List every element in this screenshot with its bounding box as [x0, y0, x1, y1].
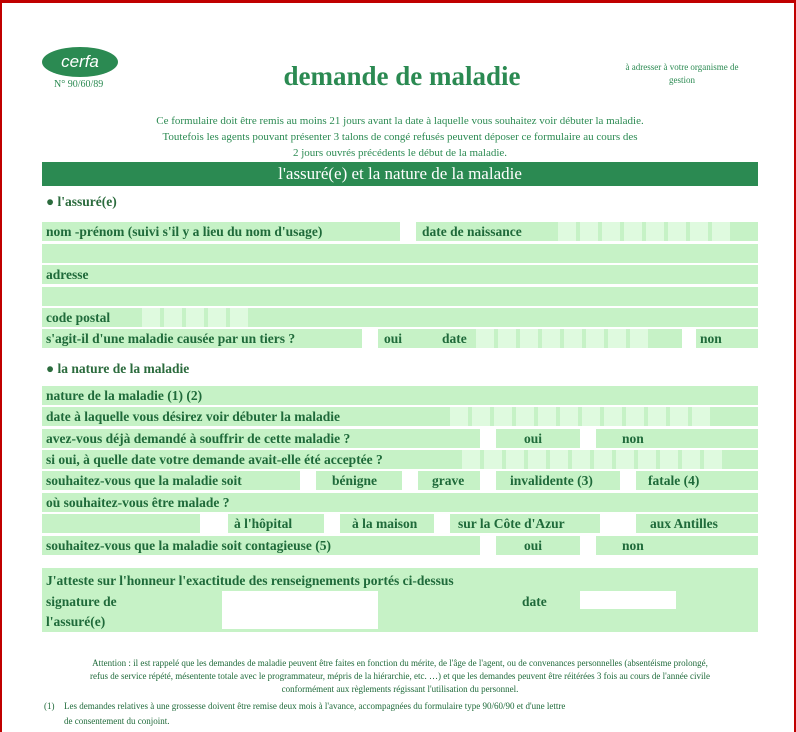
input-cell[interactable] [582, 407, 600, 426]
input-cell[interactable] [712, 222, 730, 241]
input-cell[interactable] [608, 329, 626, 348]
checkbox-fatale[interactable] [620, 471, 636, 490]
input-cell[interactable] [472, 407, 490, 426]
footnote-1: Les demandes relatives à une grossesse doivent être remise deux mois à l'avance, accompagnées du formulaire type 90/60/90 et d'une lettre de consentement du conjoint. [64, 701, 566, 726]
address-row[interactable] [42, 265, 758, 284]
already-oui-label: oui [524, 431, 543, 446]
fatale-label: fatale (4) [648, 473, 700, 488]
input-cell[interactable] [624, 222, 642, 241]
input-cell[interactable] [476, 329, 494, 348]
grave-label: grave [432, 473, 465, 488]
input-cell[interactable] [494, 407, 512, 426]
antilles-label: aux Antilles [650, 516, 718, 531]
input-cell[interactable] [462, 450, 480, 469]
cerfa-logo [42, 47, 118, 77]
section-heading-assure: ● l'assuré(e) [46, 194, 117, 209]
attestation-date-label: date [522, 594, 547, 609]
address-label: adresse [46, 267, 89, 282]
address-note: à adresser à votre organisme de gestion [625, 62, 739, 85]
birth-date-label: date de naissance [422, 224, 522, 239]
footnote-marker-1: (1) [44, 701, 55, 711]
checkbox-third-party-oui[interactable] [362, 329, 378, 348]
input-cell[interactable] [668, 222, 686, 241]
input-cell[interactable] [670, 407, 688, 426]
third-party-oui-label: oui [384, 331, 403, 346]
input-cell[interactable] [648, 407, 666, 426]
checkbox-benigne[interactable] [300, 471, 316, 490]
checkbox-hopital[interactable] [200, 514, 228, 533]
attestation-statement: J'atteste sur l'honneur l'exactitude des renseignements portés ci-dessus [46, 573, 454, 588]
input-cell[interactable] [660, 450, 678, 469]
attention-note: Attention : il est rappelé que les demandes de maladie peuvent être faites en fonction du mérite, de l'âge de l'agent, ou de convenances personnelles (absentéisme prolongé, refus de service répété, mésentente totale avec le programmateur, mépris de la hiérarchie, etc. …) et que les demandes peuvent être réitérées 3 fois au cours de l'année civile conformément aux règlements régissant l'utilisation du personnel. [90, 658, 710, 694]
signature-label-line1: signature de [46, 594, 117, 609]
input-cell[interactable] [208, 308, 226, 327]
input-cell[interactable] [692, 407, 710, 426]
checkbox-cote-azur[interactable] [434, 514, 450, 533]
input-cell[interactable] [186, 308, 204, 327]
form-number: N° 90/60/89 [54, 79, 104, 90]
cote-azur-label: sur la Côte d'Azur [458, 516, 565, 531]
input-cell[interactable] [646, 222, 664, 241]
input-cell[interactable] [560, 407, 578, 426]
input-cell[interactable] [564, 329, 582, 348]
checkbox-grave[interactable] [402, 471, 418, 490]
field-gap [400, 222, 416, 241]
nature-label: nature de la maladie (1) (2) [46, 388, 203, 403]
page-title: demande de maladie [283, 61, 521, 91]
input-cell[interactable] [498, 329, 516, 348]
maison-label: à la maison [352, 516, 418, 531]
checkbox-contagious-non[interactable] [580, 536, 596, 555]
third-party-label: s'agit-il d'une maladie causée par un tiers ? [46, 331, 296, 346]
input-cell[interactable] [528, 450, 546, 469]
checkbox-third-party-non[interactable] [682, 329, 696, 348]
input-cell[interactable] [516, 407, 534, 426]
signature-field[interactable] [222, 591, 378, 629]
contagious-non-label: non [622, 538, 644, 553]
input-cell[interactable] [142, 308, 160, 327]
input-cell[interactable] [484, 450, 502, 469]
input-cell[interactable] [572, 450, 590, 469]
input-cell[interactable] [164, 308, 182, 327]
input-cell[interactable] [630, 329, 648, 348]
input-cell[interactable] [626, 407, 644, 426]
checkbox-invalidente[interactable] [480, 471, 496, 490]
postal-code-label: code postal [46, 310, 111, 325]
checkbox-already-non[interactable] [580, 429, 596, 448]
input-cell[interactable] [594, 450, 612, 469]
input-cell[interactable] [704, 450, 722, 469]
input-cell[interactable] [616, 450, 634, 469]
contagious-oui-label: oui [524, 538, 543, 553]
input-cell[interactable] [506, 450, 524, 469]
checkbox-contagious-oui[interactable] [480, 536, 496, 555]
already-non-label: non [622, 431, 644, 446]
input-cell[interactable] [542, 329, 560, 348]
start-date-label: date à laquelle vous désirez voir débuter la maladie [46, 409, 340, 424]
logo-text: cerfa [61, 52, 99, 71]
contagious-label: souhaitez-vous que la maladie soit contagieuse (5) [46, 538, 331, 553]
where-label: où souhaitez-vous être malade ? [46, 495, 230, 510]
input-cell[interactable] [604, 407, 622, 426]
accepted-date-label: si oui, à quelle date votre demande avait-elle été acceptée ? [46, 452, 383, 467]
input-cell[interactable] [230, 308, 248, 327]
input-cell[interactable] [580, 222, 598, 241]
input-cell[interactable] [682, 450, 700, 469]
input-cell[interactable] [602, 222, 620, 241]
section-banner: l'assuré(e) et la nature de la maladie [42, 162, 758, 186]
hopital-label: à l'hôpital [234, 516, 293, 531]
input-cell[interactable] [586, 329, 604, 348]
already-requested-label: avez-vous déjà demandé à souffrir de cette maladie ? [46, 431, 351, 446]
address-row2[interactable] [42, 287, 758, 306]
intro-text: Ce formulaire doit être remis au moins 21 jours avant la date à laquelle vous souhaitez voir débuter la maladie. Toutefois les agents pouvant présenter 3 talons de congé refusés peuvent déposer ce formulaire au cours des 2 jours ouvrés précédents le début de la maladie. [156, 115, 644, 159]
invalidente-label: invalidente (3) [510, 473, 593, 488]
severity-label: souhaitez-vous que la maladie soit [46, 473, 242, 488]
benigne-label: bénigne [332, 473, 378, 488]
third-party-date-label: date [442, 331, 467, 346]
attestation-date-field[interactable] [580, 591, 676, 609]
signature-label-line2: l'assuré(e) [46, 614, 106, 629]
input-cell[interactable] [558, 222, 576, 241]
input-cell[interactable] [520, 329, 538, 348]
checkbox-maison[interactable] [324, 514, 340, 533]
checkbox-antilles[interactable] [600, 514, 636, 533]
input-cell[interactable] [638, 450, 656, 469]
input-cell[interactable] [538, 407, 556, 426]
section-heading-nature: ● la nature de la maladie [46, 361, 190, 376]
checkbox-already-oui[interactable] [480, 429, 496, 448]
name-label: nom -prénom (suivi s'il y a lieu du nom d'usage) [46, 224, 323, 239]
input-cell[interactable] [450, 407, 468, 426]
name-field-row2[interactable] [42, 244, 758, 263]
third-party-non-label: non [700, 331, 722, 346]
input-cell[interactable] [690, 222, 708, 241]
input-cell[interactable] [550, 450, 568, 469]
